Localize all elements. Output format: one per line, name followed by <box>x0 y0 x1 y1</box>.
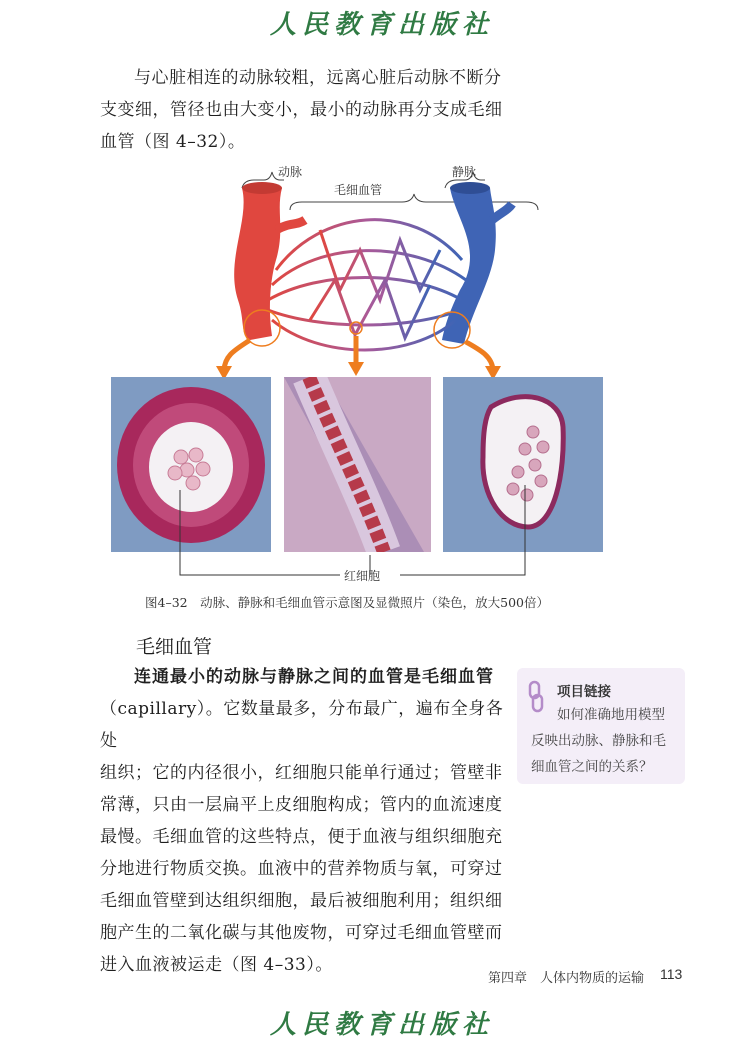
chapter-footer: 第四章 人体内物质的运输 <box>488 971 645 986</box>
label-rbc: 红细胞 <box>344 569 381 583</box>
section-line: （capillary）。它数量最多，分布最广，遍布全身各处 <box>100 699 504 751</box>
label-vein: 静脉 <box>452 165 477 179</box>
section-line: 胞产生的二氧化碳与其他废物，可穿过毛细血管壁而 <box>100 923 503 943</box>
arrow-right <box>466 342 493 370</box>
section-title: 毛细血管 <box>136 636 213 658</box>
bold-definition-line: 连通最小的动脉与静脉之间的血管是毛细血管 <box>134 667 494 687</box>
section-line: 分地进行物质交换。血液中的营养物质与氧，可穿过 <box>100 859 503 879</box>
rbc-pointer-lines <box>100 470 540 580</box>
publisher-logo-bottom: 人民教育出版社 <box>270 1010 495 1040</box>
project-link-box <box>517 668 685 784</box>
project-link-line: 细血管之间的关系？ <box>531 759 653 775</box>
intro-line: 支变细，管径也由大变小，最小的动脉再分支成毛细 <box>100 100 503 120</box>
project-link-line: 如何准确地用模型 <box>557 707 665 723</box>
arrow-left <box>224 340 250 370</box>
vein-shape <box>442 188 496 344</box>
page-number: 113 <box>660 966 683 982</box>
section-line: 毛细血管壁到达组织细胞，最后被细胞利用；组织细 <box>100 891 503 911</box>
section-line: 常薄，只由一层扁平上皮细胞构成；管内的血流速度 <box>100 795 503 815</box>
project-link-line: 反映出动脉、静脉和毛 <box>531 733 666 749</box>
intro-line: 与心脏相连的动脉较粗，远离心脏后动脉不断分 <box>134 68 502 88</box>
label-capillary: 毛细血管 <box>334 183 383 197</box>
section-line: 最慢。毛细血管的这些特点，便于血液与组织细胞充 <box>100 827 503 847</box>
artery-shape <box>234 188 282 340</box>
intro-paragraph <box>100 62 520 158</box>
section-paragraph <box>100 661 520 981</box>
capillary-brace <box>290 194 538 210</box>
publisher-logo: 人民教育出版社 <box>270 10 495 40</box>
label-artery: 动脉 <box>278 165 303 179</box>
capillary-network <box>268 220 466 350</box>
vein-opening <box>450 182 490 194</box>
intro-line: 血管（图 4–32）。 <box>100 132 246 152</box>
figure-caption: 图4–32 动脉、静脉和毛细血管示意图及显微照片（染色，放大500倍） <box>145 595 549 610</box>
project-link-title: 项目链接 <box>557 684 611 700</box>
section-line: 组织；它的内径很小，红细胞只能单行通过；管壁非 <box>100 763 503 783</box>
project-link-text <box>531 702 681 780</box>
section-line: 进入血液被运走（图 4–33）。 <box>100 955 333 975</box>
artery-opening <box>242 182 282 194</box>
